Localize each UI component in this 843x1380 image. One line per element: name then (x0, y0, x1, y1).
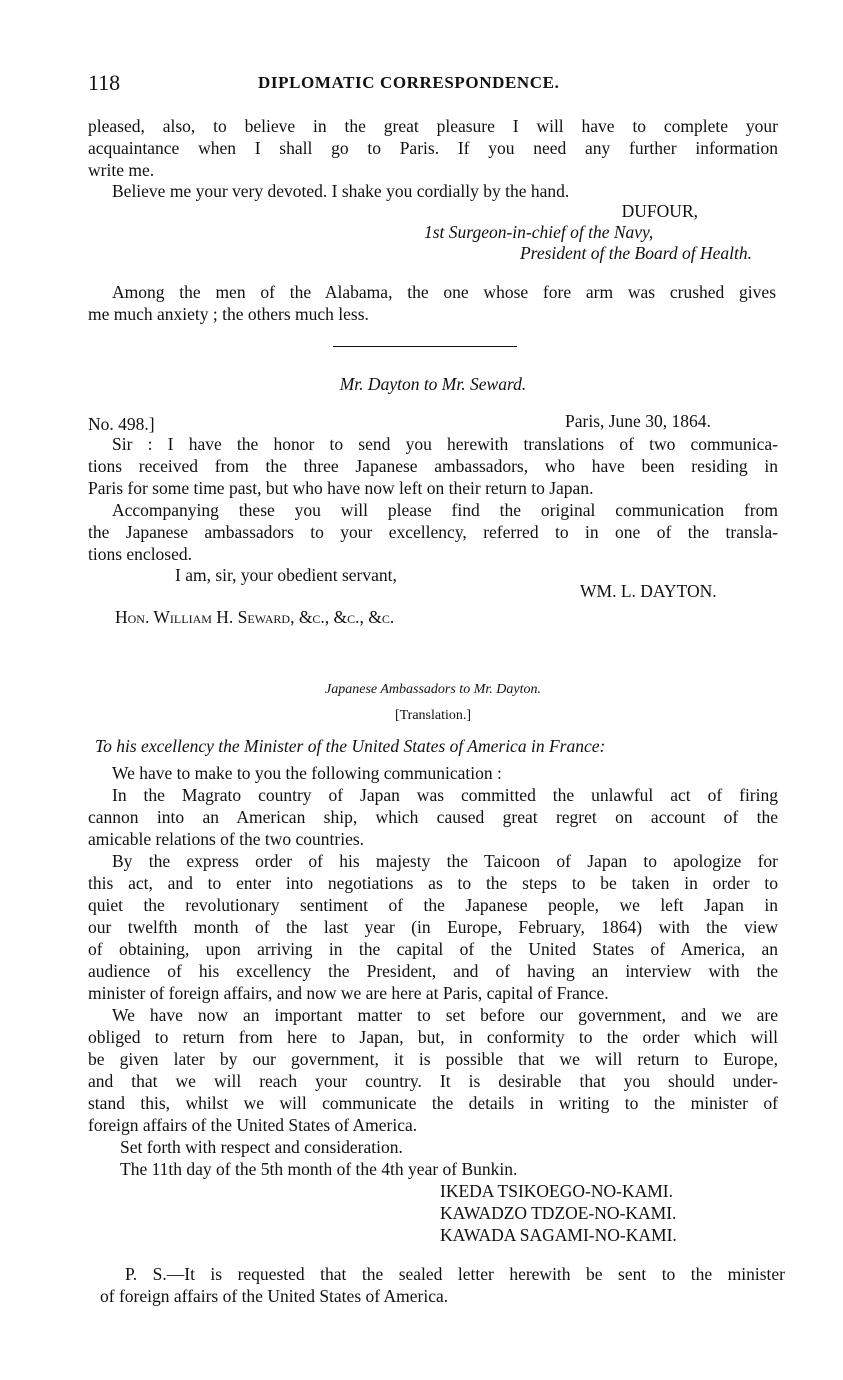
addressee: Hon. William H. Seward, &c., &c., &c. (115, 607, 395, 627)
text-line: of obtaining, upon arriving in the capital of the United States of America, an (88, 939, 778, 959)
text-line: audience of his excellency the President, and of having an interview with the (88, 961, 778, 981)
signatory: IKEDA TSIKOEGO-NO-KAMI. (440, 1181, 673, 1201)
text-line: the Japanese ambassadors to your excellency, referred to in one of the transla- (88, 522, 778, 542)
text-line: write me. (88, 160, 155, 180)
salutation: To his excellency the Minister of the United States of America in France: (95, 736, 606, 756)
text-line: We have now an important matter to set before our government, and we are (112, 1005, 778, 1025)
text-line: this act, and to enter into negotiations as to the steps to be taken in order to (88, 873, 778, 893)
date-line: The 11th day of the 5th month of the 4th year of Bunkin. (120, 1159, 518, 1179)
running-title: DIPLOMATIC CORRESPONDENCE. (258, 73, 560, 92)
signature-title: 1st Surgeon-in-chief of the Navy, (424, 222, 654, 242)
text-line: minister of foreign affairs, and now we are here at Paris, capital of France. (88, 983, 609, 1003)
text-line: tions received from the three Japanese ambassadors, who have been residing in (88, 456, 778, 476)
text-line: be given later by our government, it is possible that we will return to Europe, (88, 1049, 778, 1069)
text-line: cannon into an American ship, which caused great regret on account of the (88, 807, 778, 827)
text-line: amicable relations of the two countries. (88, 829, 365, 849)
text-line: me much anxiety ; the others much less. (88, 304, 369, 324)
text-line: foreign affairs of the United States of America. (88, 1115, 418, 1135)
place-date: Paris, June 30, 1864. (565, 411, 711, 431)
text-line: and that we will reach your country. It is desirable that you should under- (88, 1071, 778, 1091)
translation-note: [Translation.] (394, 708, 472, 723)
signature-title: President of the Board of Health. (519, 243, 752, 263)
text-line: pleased, also, to believe in the great pleasure I will have to complete your (88, 116, 778, 136)
section-divider (333, 346, 517, 347)
dispatch-number: No. 498.] (88, 414, 155, 434)
signature: WM. L. DAYTON. (580, 581, 717, 601)
text-line: In the Magrato country of Japan was committed the unlawful act of firing (112, 785, 778, 805)
text-line: quiet the revolutionary sentiment of the Japanese people, we left Japan in (88, 895, 778, 915)
text-line: By the express order of his majesty the Taicoon of Japan to apologize for (112, 851, 778, 871)
postscript-line: of foreign affairs of the United States of America. (100, 1286, 449, 1306)
closing-line: I am, sir, your obedient servant, (175, 565, 397, 585)
page-number: 118 (88, 70, 121, 95)
text-line: stand this, whilst we will communicate the details in writing to the minister of (88, 1093, 778, 1113)
text-line: our twelfth month of the last year (in Europe, February, 1864) with the view (88, 917, 778, 937)
text-line: tions enclosed. (88, 544, 193, 564)
letter-heading: Japanese Ambassadors to Mr. Dayton. (325, 682, 541, 697)
text-line: Paris for some time past, but who have now left on their return to Japan. (88, 478, 594, 498)
letter-heading: Mr. Dayton to Mr. Seward. (339, 374, 527, 394)
text-line: Sir : I have the honor to send you herewith translations of two communica- (112, 434, 778, 454)
signatory: KAWADZO TDZOE-NO-KAMI. (440, 1203, 677, 1223)
running-header (88, 70, 778, 100)
text-line: acquaintance when I shall go to Paris. If you need any further information (88, 138, 778, 158)
postscript-line: P. S.—It is requested that the sealed letter herewith be sent to the minister (125, 1264, 785, 1284)
text-line: Accompanying these you will please find the original communication from (112, 500, 778, 520)
signatory: KAWADA SAGAMI-NO-KAMI. (440, 1225, 677, 1245)
text-line: We have to make to you the following communication : (112, 763, 502, 783)
closing-line: Set forth with respect and consideration. (120, 1137, 403, 1157)
text-line: obliged to return from here to Japan, but, in conformity to the order which will (88, 1027, 778, 1047)
signature: DUFOUR, (621, 201, 698, 221)
closing-line: Believe me your very devoted. I shake you cordially by the hand. (112, 181, 570, 201)
text-line: Among the men of the Alabama, the one whose fore arm was crushed gives (112, 282, 776, 302)
